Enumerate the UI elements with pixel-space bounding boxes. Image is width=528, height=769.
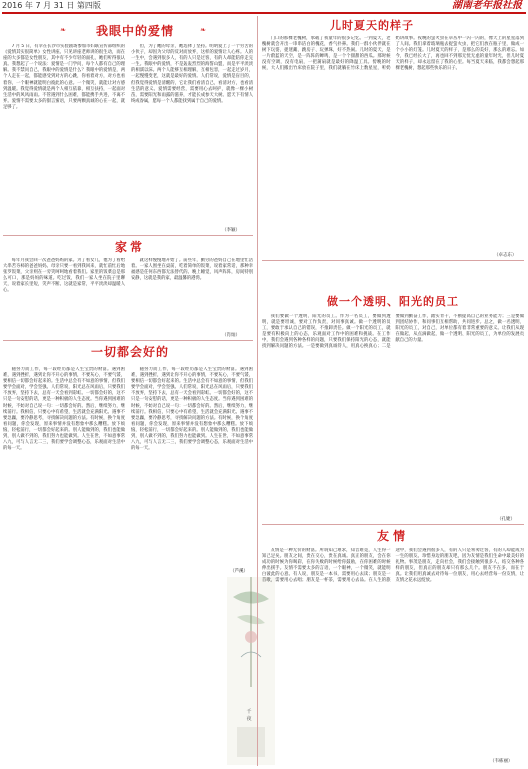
home-title: 家常 [114, 240, 145, 254]
best-body-right: 随努力而工作，每一段经历都是人生宝贵的财富。遇到困难，遇到挫折，遇到让你不开心的事情，不要灰心，不要气馁，要相信一切都会好起来的。生活中总会有不如意的事情，但我们要学会面对，学会坚强。人们常说，阳光总在风雨后，只要我们不放弃，坚持下去，总有一天会看到彩虹。一切都会好的，这不只是一句安慰的话，更是一种积极的人生态度。当你遇到困难的时候，不妨对自己说一句：一切都会好的。然后，继续努力，继续前行。我相信，只要心中有希望，生活就会充满阳光。遇事不要急躁，要冷静思考，寻找解决问题的方法。有时候，换个角度看问题，你会发现，原来事情并没有想象中那么糟糕。放下烦恼，轻松前行，一切都会好起来的。别人能做到的，我们也能做到，别人做不到的，我们努力也能做到。人生在世，不如意事常八九，可与人言无二三，我们要学会调整心态，乐观面对生活中的每一天。 [131, 367, 253, 452]
ornament-right: ❧ [200, 26, 206, 34]
divider-summer-worker [262, 260, 524, 261]
divider-love-home [3, 235, 253, 236]
love-title: 我眼中的爱情 [95, 24, 174, 38]
home-body-left: 每年月我会回一次爸爸妈妈的家。为了看女儿，他为了看给大串苦夯柿的爸爸妈妈。母亲只要一看到我回来，就忙前忙后地张罗饭菜，父亲则在一旁笑呵呵地看着我们。家里的饭菜总是那么可口，那是妈妈的味道。吃过饭，我们一家人坐在院子里聊天，说着家长里短，笑声不断。这就是家常，平平淡淡却温暖人心。 [3, 258, 125, 294]
friend-body: 友情是一种无价的财富。所谓知己难求，知音难觅，人生得一知己足矣。朋友之间，贵在交心，贵在真诚。真正的朋友，会在你成功的时候为你喝彩，在你失败的时候给你鼓励，在你困难的时候伸出援手。友情不需要太多的言语，一个眼神，一个微笑，就能明白彼此的心意。有人说，朋友是一本书，需要用心去读；朋友是一首歌，需要用心去唱；朋友是一杯茶，需要用心去品。在人生的旅途中，我们会遇到很多人，有的人只是匆匆过客，有的人却能成为一生的朋友。珍惜身边的朋友吧，因为友情是我们生命中最美好的礼物。事茂是朋友，走向社会，我们会接触到很多人，结交各种各样的朋友，但真正的朋友却只有那么几个。朋友不在多，而在于真。让我们用真诚去对待每一位朋友，用心去经营每一份友情，让友情之花永远绽放。 [262, 548, 524, 584]
summer-body: 门口的那棵老槐树，承载了我童年的很多记忆。一到夏天，老槐树就会开出一串串洁白的槐花，香气扑鼻。我们一群小伙伴就在树下玩耍，捉迷藏、跳房子、玩弹珠，好不热闹。儿时的夏天，是一片蔚蓝的天空，是一阵阵的蝉鸣，是一个个甜甜的西瓜。那时候没有空调，没有电扇，一把蒲扇就是最好的降温工具。傍晚的时候，大人们搬出竹床放在院子里，我们就躺在竹床上数星星，听奶奶讲故事。夜晚的萤火虫在草丛中一闪一闪的，像天上的星星落到了人间。我们拿着玻璃瓶去捉萤火虫，把它们放在瓶子里，做成一个小小的灯笼。儿时夏天的样子，是那么的美好，那么的难忘。如今，我已经长大了，再也回不到那无忧无虑的童年时光，但儿时夏天的样子，却永远留在了我的心里。每当夏天来临，我都会想起那棵老槐树，想起那些快乐的日子。 [262, 36, 524, 72]
summer-title: 儿时夏天的样子 [330, 19, 414, 32]
home-body-right: 就这样慢慢地开始了。前些年，勤劳的爸妈自己在地里忙活着。一家人围坐在桌前，吃着简单的饭菜，说着家常话，那种幸福感是任何东西都无法替代的。晚上睡觉，风声阵阵，房间特别安静，这就是我的家，最温馨的港湾。 [131, 258, 253, 282]
newspaper-logo: 湖南老年报社报 [452, 0, 522, 11]
ornament-left: ❧ [60, 26, 66, 34]
best-title: 一切都会好的 [90, 345, 169, 359]
home-author: （肖灿） [222, 333, 240, 338]
best-author: （芦溪） [230, 569, 248, 574]
love-body-right: 但，为了她的母亲，她选择了坚持。明明爱上了一个穷苦的小伙子，却因为父母的反对而放弃，这样的爱情让人心疼。人的一生中，会遇到很多人，有的人只是过客，有的人却能陪你走完一生。我眼中的爱情，不是轰轰烈烈的海誓山盟，而是平平淡淡的相濡以沫。两个人能够互相理解，互相包容，一起走过岁月，一起慢慢变老，这就是最好的爱情。人们常说，爱情是盲目的，但我觉得爱情是清醒的，它让我们看清自己，看清对方，也看清生活的意义。爱情需要经营，需要用心去呵护，就像一棵小树苗，需要阳光和雨露的滋养，才能长成参天大树。愿天下有情人终成眷属，愿每一个人都能找到属于自己的爱情。 [131, 44, 253, 104]
summer-author: （卓志东） [494, 253, 517, 258]
issue-date-line: 2016 年 7 月 31 日 第四版 [2, 1, 101, 10]
divider-home-best [3, 340, 253, 341]
worker-title: 做一个透明、阳光的员工 [327, 295, 459, 308]
worker-body: 我们要做一个透明、阳光的员工。作为一名员工，要做到透明，就是要坦诚，要对工作负责，对同事真诚。做一个透明的员工，要敢于承认自己的错误，不推卸责任。做一个阳光的员工，就是要有积极向上的心态，乐观面对工作中的困难和挑战。在工作中，我们会遇到各种各样的问题，只要我们保持阳光的心态，就能找到解决问题的方法。一是要做到真诚待人，用真心换真心；二是要做到勤奋工作，踏实肯干，不断提高自己的业务能力；三是要做到团结协作，和同事们互相帮助，共同进步。总之，做一名透明、阳光的员工，对自己，对单位都有着非常重要的意义。让我们从现在做起，从点滴做起，做一个透明、阳光的员工，为单位的发展贡献自己的力量。 [262, 314, 524, 350]
column-divider [257, 16, 258, 766]
worker-author: （孔婕） [497, 517, 515, 522]
page-header [0, 0, 528, 14]
illustration-caption: 千夜 [246, 709, 252, 722]
love-author: （李颖） [222, 228, 240, 233]
friend-author: （韦栋丽） [490, 759, 513, 764]
divider-worker-friend [262, 524, 524, 525]
love-body-left: 7 月 5 日，有幸在长沙市实验剧场参加市妇联宣传部组织的《爱情其实很简单》女性讲座。只见讲座老师讲的很生动，而在座的大多都是女性朋友，其中有不少年轻的面孔，她们听得很认真。我想起了一个说法：爱情是一门学问，每个人都有自己的理解。我不禁问自己，我眼中的爱情是什么？我眼中的爱情是，两个人走在一起，都能感受到对方的心跳，你看着对方，对方也看着你，一个眼神就能明白彼此的心意。一个微笑，就能让对方感到温暖。我觉得爱情就是两个人相互依靠，相互扶持，一起面对生活中的风风雨雨。不管遇到什么困难，都能携手共进，不离不弃。爱情不需要太多的甜言蜜语，只要两颗真诚的心在一起，就足够了。 [3, 44, 125, 110]
best-body-left: 随努力而工作，每一段经历都是人生宝贵的财富。遇到困难，遇到挫折，遇到让你不开心的事情，不要灰心，不要气馁，要相信一切都会好起来的。生活中总会有不如意的事情，但我们要学会面对，学会坚强。人们常说，阳光总在风雨后，只要我们不放弃，坚持下去，总有一天会看到彩虹。一切都会好的，这不只是一句安慰的话，更是一种积极的人生态度。当你遇到困难的时候，不妨对自己说一句：一切都会好的。然后，继续努力，继续前行。我相信，只要心中有希望，生活就会充满阳光。遇事不要急躁，要冷静思考，寻找解决问题的方法。有时候，换个角度看问题，你会发现，原来事情并没有想象中那么糟糕。放下烦恼，轻松前行，一切都会好起来的。别人能做到的，我们也能做到，别人做不到的，我们努力也能做到。人生在世，不如意事常八九，可与人言无二三，我们要学会调整心态，乐观面对生活中的每一天。 [3, 367, 125, 452]
friend-title: 友情 [376, 529, 409, 543]
header-rule [2, 12, 526, 14]
